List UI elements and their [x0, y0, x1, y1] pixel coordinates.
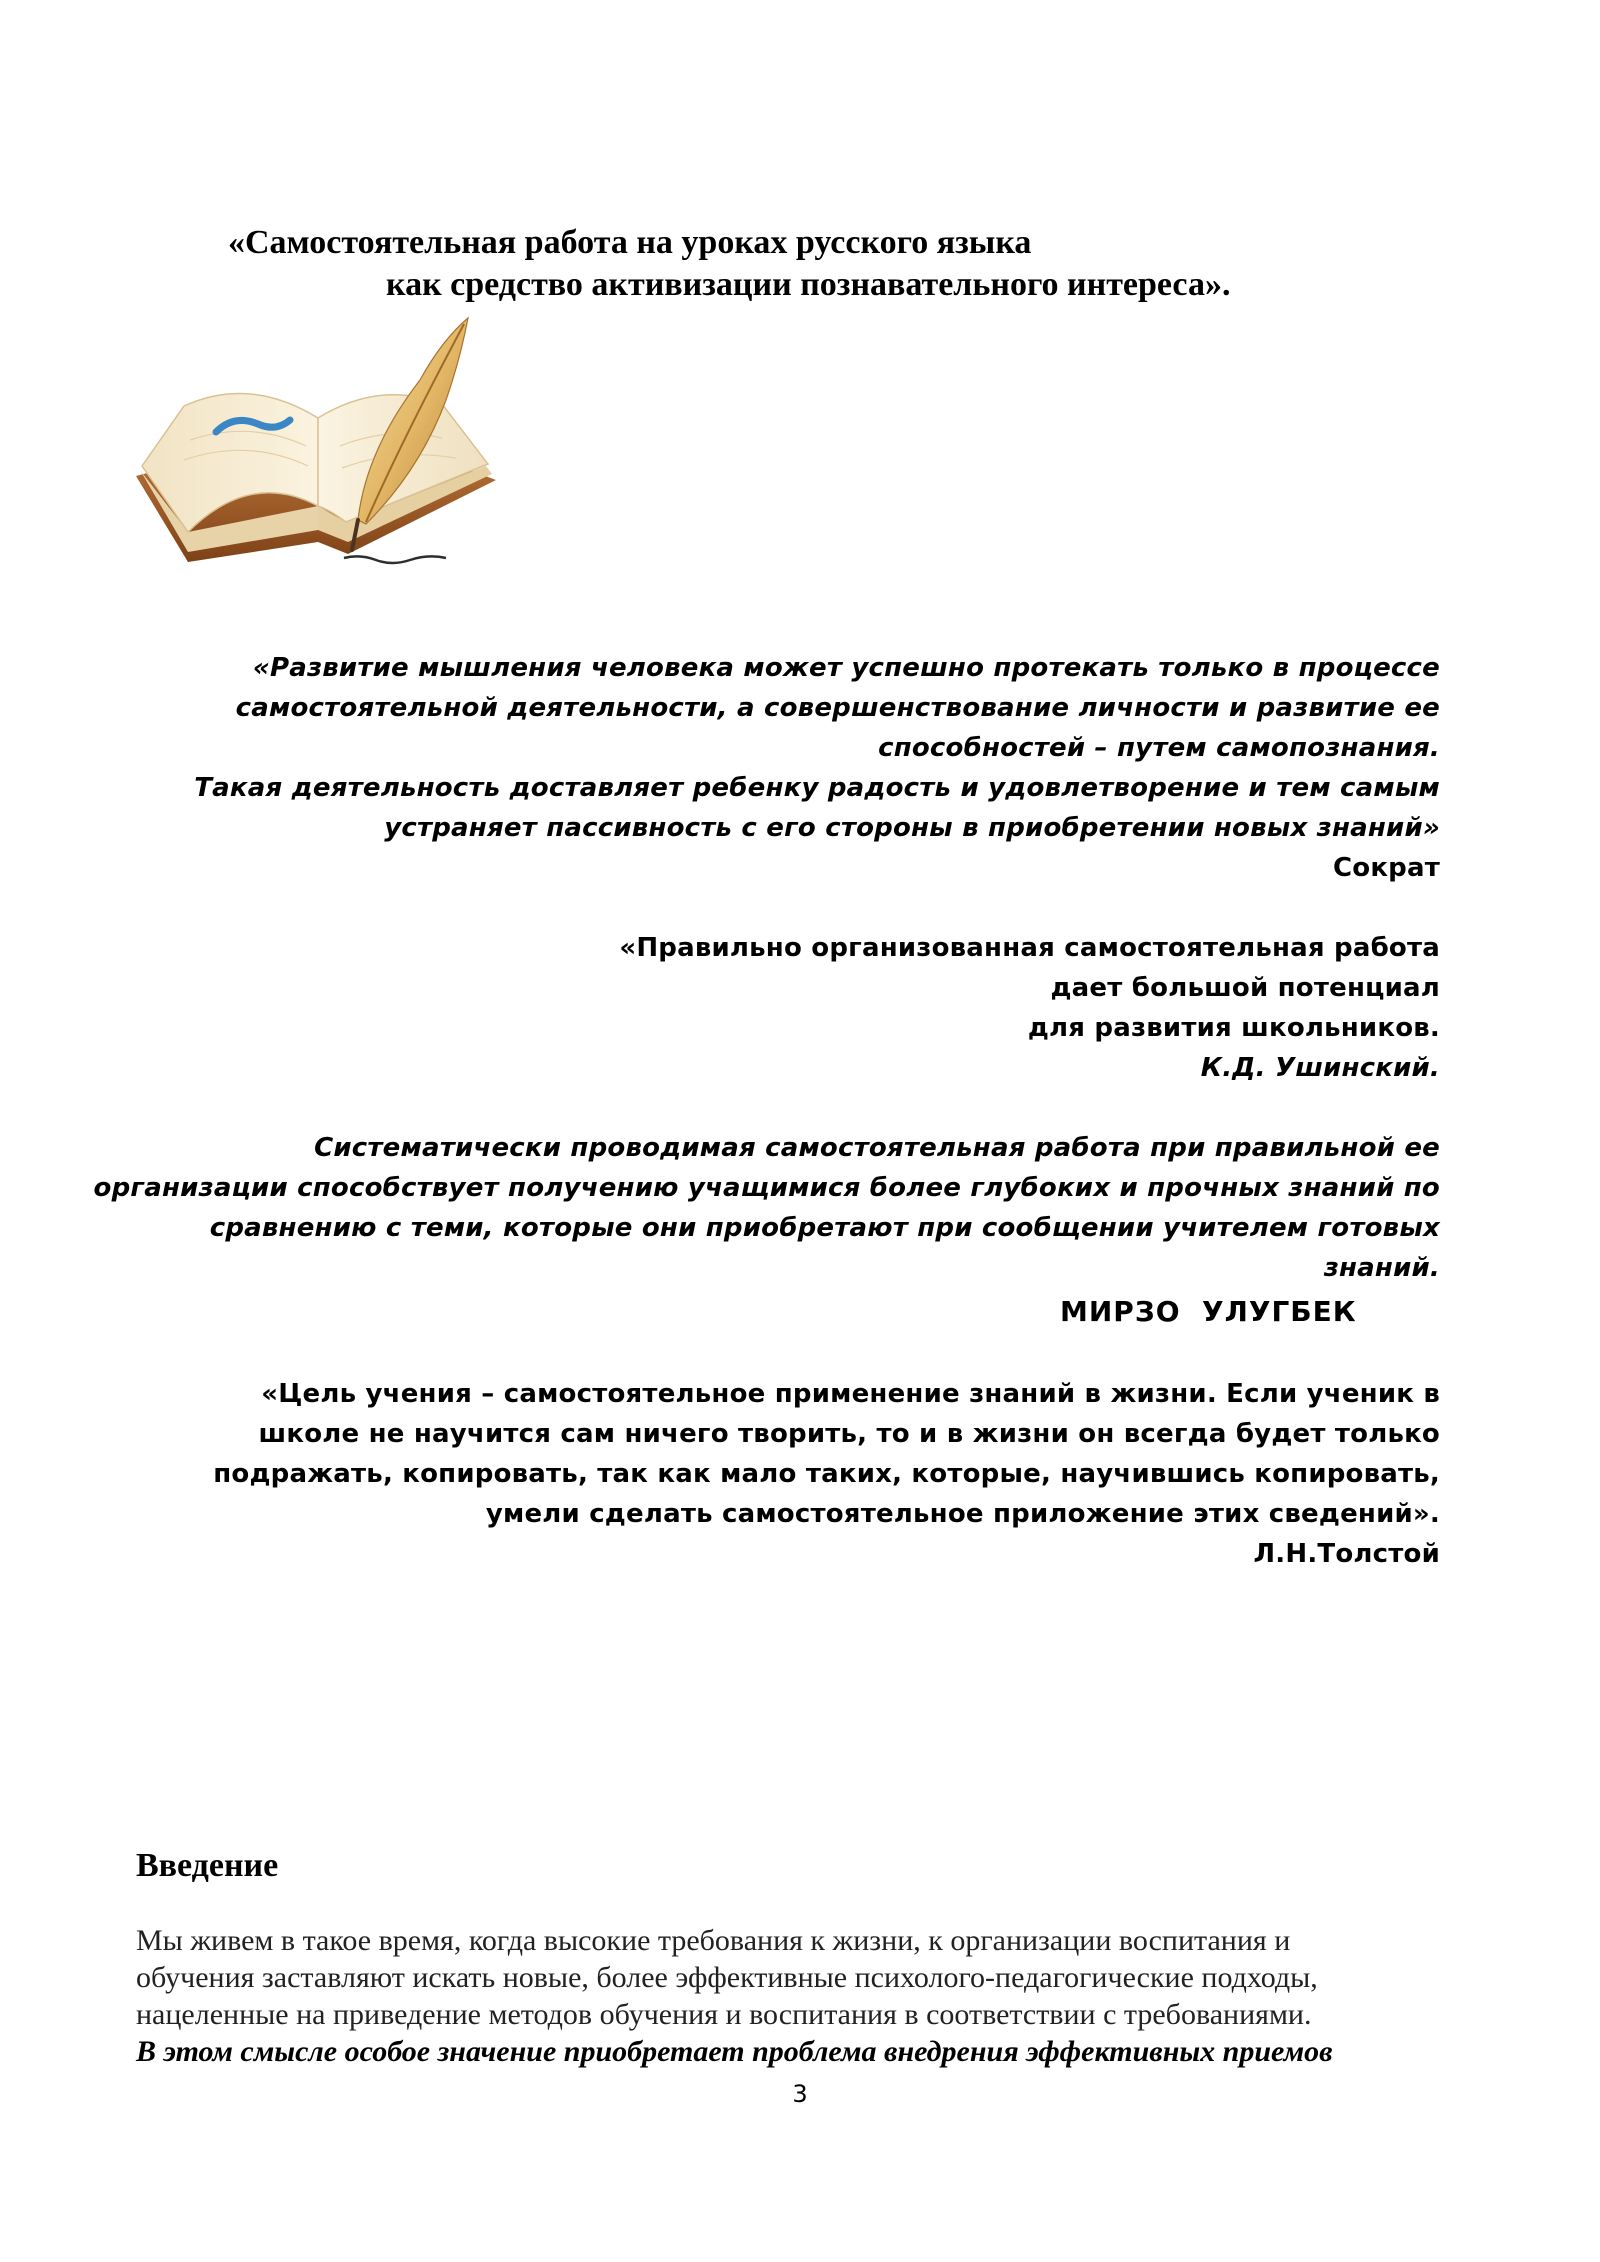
quote-author: Сократ — [1332, 853, 1440, 883]
quote-line: «Развитие мышления человека может успешно протекать только в процессе — [252, 653, 1440, 683]
open-book-with-quill-icon — [130, 310, 510, 570]
page-number: 3 — [792, 2080, 808, 2108]
quote-line: сравнению с теми, которые они приобретают при сообщении учителем готовых — [209, 1213, 1440, 1243]
quote-line: подражать, копировать, так как мало таких, которые, научившись копировать, — [213, 1459, 1440, 1489]
introduction-body — [136, 1922, 1456, 2070]
emphasis-line: В этом смысле особое значение приобретает проблема внедрения эффективных приемов — [136, 2035, 1333, 2068]
quote-author: Л.Н.Толстой — [1253, 1539, 1440, 1569]
paragraph-line: обучения заставляют искать новые, более эффективные психолого-педагогические подходы, — [136, 1961, 1318, 1994]
quote-line: устраняет пассивность с его стороны в приобретении новых знаний» — [384, 813, 1440, 843]
section-heading-introduction: Введение — [136, 1847, 279, 1884]
title-line-1: «Самостоятельная работа на уроках русского языка — [228, 224, 1032, 261]
quote-line: дает большой потенциал — [1050, 973, 1440, 1003]
quote-ushinsky — [619, 928, 1440, 1088]
quote-tolstoy — [213, 1374, 1440, 1574]
paragraph-line: Мы живем в такое время, когда высокие требования к жизни, к организации воспитания и — [136, 1924, 1291, 1957]
quote-line: «Цель учения – самостоятельное применение знаний в жизни. Если ученик в — [261, 1379, 1440, 1409]
quote-line: школе не научится сам ничего творить, то и в жизни он всегда будет только — [258, 1419, 1440, 1449]
quote-line: организации способствует получению учащимися более глубоких и прочных знаний по — [93, 1173, 1440, 1203]
quote-line: для развития школьников. — [1027, 1013, 1440, 1043]
quote-line: способностей – путем самопознания. — [878, 733, 1440, 763]
quote-author-ulugbek: МИРЗО УЛУГБЕК — [1060, 1295, 1357, 1328]
quote-line: знаний. — [1323, 1253, 1440, 1283]
quote-socrates — [194, 648, 1440, 888]
quote-line: умели сделать самостоятельное приложение этих сведений». — [485, 1499, 1440, 1529]
quote-ulugbek — [94, 1128, 1440, 1288]
quote-line: Такая деятельность доставляет ребенку радость и удовлетворение и тем самым — [194, 773, 1440, 803]
title-line-2: как средство активизации познавательного интереса». — [386, 266, 1231, 303]
paragraph-line: нацеленные на приведение методов обучения и воспитания в соответствии с требованиями. — [136, 1998, 1312, 2031]
quote-author: К.Д. Ушинский. — [1200, 1053, 1440, 1083]
quote-line: «Правильно организованная самостоятельная работа — [619, 933, 1440, 963]
quote-line: Систематически проводимая самостоятельная работа при правильной ее — [314, 1133, 1440, 1163]
quote-line: самостоятельной деятельности, а совершенствование личности и развитие ее — [235, 693, 1440, 723]
